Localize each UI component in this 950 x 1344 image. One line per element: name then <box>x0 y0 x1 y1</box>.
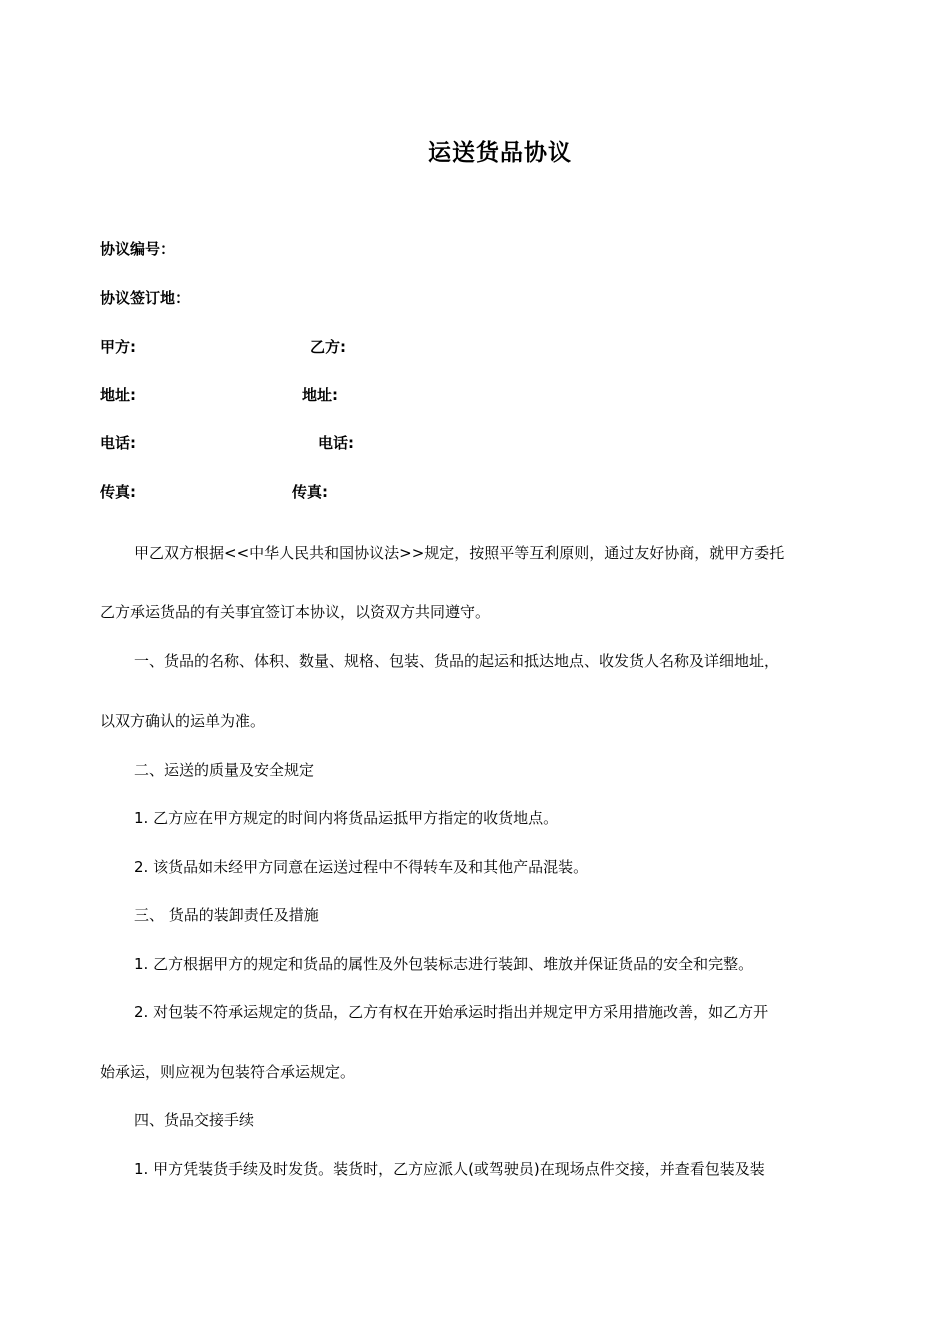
section-4-item-1: 1. 甲方凭装货手续及时发货。装货时，乙方应派人(或驾驶员)在现场点件交接，并查看包装及装 <box>134 1160 765 1178</box>
section-3-heading: 三、 货品的装卸责任及措施 <box>134 906 319 924</box>
intro-line-2: 乙方承运货品的有关事宜签订本协议，以资双方共同遵守。 <box>100 603 491 621</box>
section-2-item-1: 1. 乙方应在甲方规定的时间内将货品运抵甲方指定的收货地点。 <box>134 809 559 827</box>
section-4-heading: 四、货品交接手续 <box>134 1111 255 1129</box>
party-a-label: 甲方: <box>100 338 136 356</box>
sign-place-label: 协议签订地： <box>100 289 191 307</box>
section-2-item-2: 2. 该货品如未经甲方同意在运送过程中不得转车及和其他产品混装。 <box>134 858 589 876</box>
section-3-item-2-line-1: 2. 对包装不符承运规定的货品，乙方有权在开始承运时指出并规定甲方采用措施改善，如乙方开 <box>134 1003 769 1021</box>
address-b-label: 地址: <box>302 386 338 404</box>
section-2-heading: 二、运送的质量及安全规定 <box>134 761 315 779</box>
fax-a-label: 传真: <box>100 483 136 501</box>
intro-line-1: 甲乙双方根据<<中华人民共和国协议法>>规定，按照平等互利原则，通过友好协商，就甲方委托 <box>134 544 785 562</box>
address-a-label: 地址: <box>100 386 136 404</box>
section-3-item-1: 1. 乙方根据甲方的规定和货品的属性及外包装标志进行装卸、堆放并保证货品的安全和完整。 <box>134 955 754 973</box>
section-3-item-2-line-2: 始承运，则应视为包装符合承运规定。 <box>100 1063 356 1081</box>
fax-b-label: 传真: <box>292 483 328 501</box>
section-1-line-2: 以双方确认的运单为准。 <box>100 712 266 730</box>
phone-b-label: 电话: <box>318 434 354 452</box>
section-1-line-1: 一、货品的名称、体积、数量、规格、包装、货品的起运和抵达地点、收发货人名称及详细地址， <box>134 652 780 670</box>
agreement-number-label: 协议编号： <box>100 240 176 258</box>
party-b-label: 乙方: <box>310 338 346 356</box>
document-title: 运送货品协议 <box>428 140 572 166</box>
phone-a-label: 电话: <box>100 434 136 452</box>
